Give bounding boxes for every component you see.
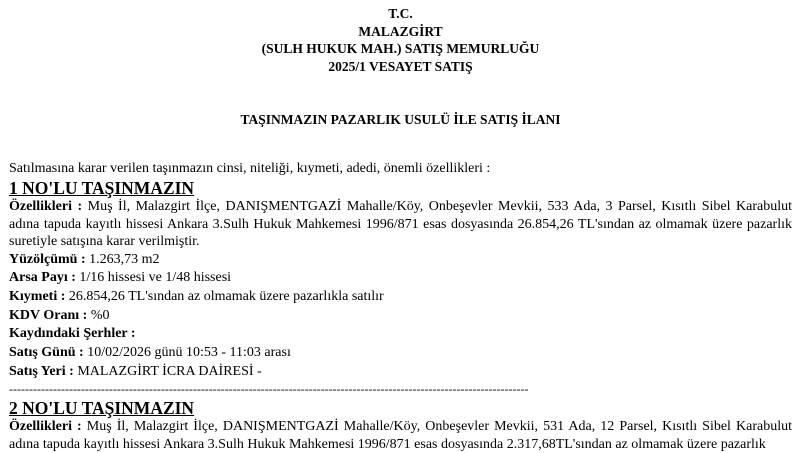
sale-place-label: Satış Yeri : <box>9 363 74 379</box>
sale-date-label: Satış Günü : <box>9 345 84 361</box>
property-sale-date <box>9 344 792 363</box>
property-annotations <box>9 325 792 344</box>
header-line-tc: T.C. <box>388 6 413 21</box>
property-area <box>9 251 792 270</box>
property-land-share <box>9 269 792 288</box>
header-line-malazgirt: MALAZGİRT <box>358 23 443 39</box>
vat-label: KDV Oranı : <box>9 307 88 323</box>
property-section-1 <box>9 178 792 381</box>
property-heading: 1 NO'LU TAŞINMAZIN <box>9 178 195 198</box>
announcement-title: TAŞINMAZIN PAZARLIK USULÜ İLE SATIŞ İLANI <box>240 112 561 127</box>
land-share-label: Arsa Payı : <box>9 270 76 286</box>
property-vat <box>9 307 792 326</box>
annotations-label: Kaydındaki Şerhler : <box>9 326 136 342</box>
property-value <box>9 288 792 307</box>
value-value: 26.854,26 TL'sından az olmamak üzere pazarlıkla satılır <box>68 288 384 304</box>
area-label: Yüzölçümü : <box>9 251 86 267</box>
intro-text: Satılmasına karar verilen taşınmazın cinsi, niteliği, kıymeti, adedi, önemli özellikleri : <box>9 161 491 176</box>
header-line-office: (SULH HUKUK MAH.) SATIŞ MEMURLUĞU <box>261 41 540 56</box>
vat-value: %0 <box>90 307 110 323</box>
land-share-value: 1/16 hissesi ve 1/48 hissesi <box>79 270 232 286</box>
property-features <box>9 418 792 453</box>
sale-date-value: 10/02/2026 günü 10:53 - 11:03 arası <box>87 345 291 361</box>
header-line-file-no: 2025/1 VESAYET SATIŞ <box>328 58 473 74</box>
features-value: Muş İl, Malazgirt İlçe, DANIŞMENTGAZİ Mahalle/Köy, Onbeşevler Mevkii, 533 Ada, 3 Parsel, Kısıtlı Sibel Karabulut adına tapuda kayıtlı hissesi Ankara 3.Sulh Hukuk Mahkemesi 1996/871 esas dosyasında 26.854,26 TL'sından az olmamak üzere pazarlık suretiyle satışına karar verilmiştir. <box>9 199 792 249</box>
sale-place-value: MALAZGİRT İCRA DAİRESİ - <box>77 363 262 379</box>
features-label: Özellikleri : <box>9 419 82 435</box>
property-sale-place <box>9 363 792 382</box>
value-label: Kıymeti : <box>9 288 66 304</box>
property-section-2 <box>9 398 792 453</box>
document-header <box>9 0 792 75</box>
property-features <box>9 198 792 251</box>
features-value: Muş İl, Malazgirt İlçe, DANIŞMENTGAZİ Mahalle/Köy, Onbeşevler Mevkii, 531 Ada, 12 Parsel, Kısıtlı Sibel Karabulut adına tapuda kayıtlı hissesi Ankara 3.Sulh Hukuk Mahkemesi 1996/871 esas dosyasında 2.317,68TL'sından az olmamak üzere pazarlık <box>9 419 792 452</box>
property-heading: 2 NO'LU TAŞINMAZIN <box>9 398 195 419</box>
features-label: Özellikleri : <box>9 199 83 214</box>
section-separator: ---------------------------------------------------------------------------------------------------------------------------------- <box>9 382 529 397</box>
area-value: 1.263,73 m2 <box>89 251 160 267</box>
